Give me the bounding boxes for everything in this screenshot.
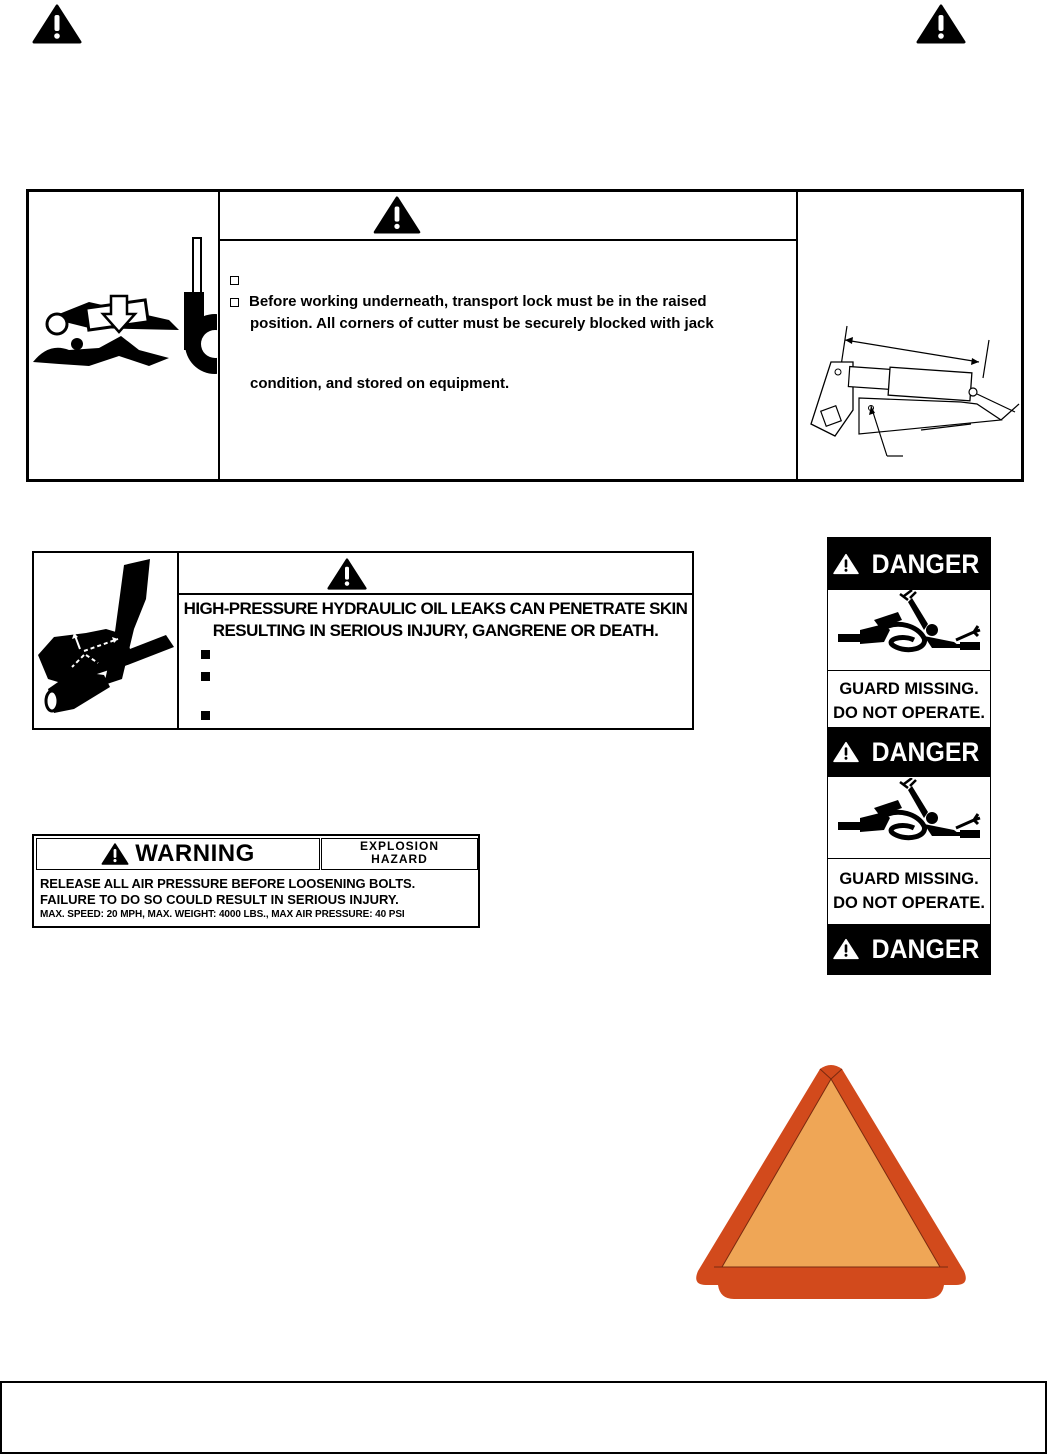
warning-triangle-icon-top-right [916,4,966,44]
danger-header [828,727,990,777]
tire-warning-line-2: FAILURE TO DO SO COULD RESULT IN SERIOUS INJURY. [40,892,399,907]
danger-signal-word: DANGER [872,736,980,767]
danger-signal-word: DANGER [872,548,980,579]
warning-signal-panel [36,838,320,870]
decal-divider-left [218,192,220,479]
tire-warning-decal [32,834,480,928]
hand-injection-pictogram [34,559,176,719]
bullet-icon [201,650,210,659]
hazard-line-1: EXPLOSION [359,839,439,853]
bullet-icon [230,298,239,307]
entanglement-pictogram [828,590,990,671]
bullet-icon [201,711,210,720]
hydraulic-headline-2: RESULTING IN SERIOUS INJURY, GANGRENE OR DEATH. [212,621,659,640]
danger-message-1: GUARD MISSING. [839,870,979,888]
transport-lock-decal [26,189,1024,482]
footer-frame [0,1381,1047,1454]
warning-triangle-icon-top-left [32,4,82,44]
danger-header [828,538,990,590]
bullet-item-2: Before working underneath, transport lock must be in the raised [230,291,800,313]
warning-triangle-icon [833,741,859,763]
bullet-item-2-line-2: position. All corners of cutter must be securely blocked with jack [250,315,714,332]
danger-signal-word: DANGER [872,933,980,964]
slow-moving-vehicle-emblem [694,1063,968,1303]
decal-divider-right [796,192,798,479]
danger-header [828,924,990,974]
entanglement-pictogram [828,778,990,859]
hazard-panel [321,838,478,870]
guard-danger-decal [827,537,991,975]
tire-warning-line-1: RELEASE ALL AIR PRESSURE BEFORE LOOSENING BOLTS. [40,876,416,891]
hydraulic-headline-1: HIGH-PRESSURE HYDRAULIC OIL LEAKS CAN PENETRATE SKIN [183,599,688,618]
crush-hazard-pictogram [29,232,217,382]
hydraulic-hazard-decal [32,551,694,730]
bullet-icon [201,672,210,681]
hazard-line-2: HAZARD [371,852,428,866]
bullet-item-1 [230,269,790,291]
tire-warning-line-3: MAX. SPEED: 20 MPH, MAX. WEIGHT: 4000 LBS., MAX AIR PRESSURE: 40 PSI [40,909,405,920]
danger-message-1: GUARD MISSING. [839,680,979,698]
warning-triangle-icon [833,553,859,575]
bullet-icon [230,276,239,285]
warning-signal-word: WARNING [135,840,255,867]
decal-header-rule [220,239,796,241]
decal-header-rule [179,593,692,595]
warning-triangle-icon [373,196,421,234]
danger-message-2: DO NOT OPERATE. [833,894,985,912]
warning-triangle-icon [833,938,859,960]
bullet-item-2-line-3: condition, and stored on equipment. [250,375,510,392]
warning-triangle-icon [101,843,129,865]
warning-triangle-icon [327,558,367,590]
danger-message-2: DO NOT OPERATE. [833,704,985,722]
transport-lock-diagram [801,320,1023,470]
